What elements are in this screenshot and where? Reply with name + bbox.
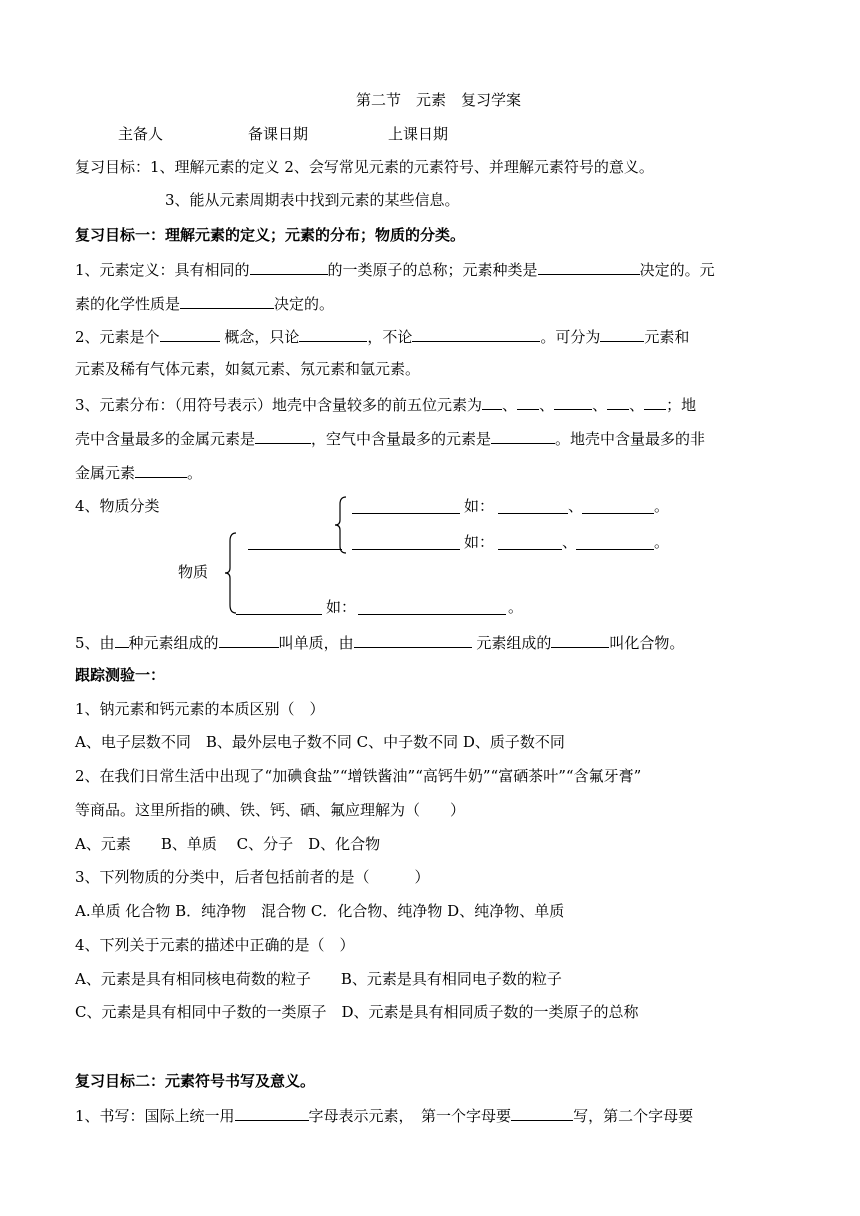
q2-line1 <box>75 326 689 347</box>
quiz-line-3: 2、在我们日常生活中出现了“加碘食盐”“增铁酱油”“高钙牛奶”“富硒茶叶”“含氟牙膏” <box>75 767 642 785</box>
meta-preparer: 主备人 <box>118 125 164 143</box>
quiz-line-9: A、元素是具有相同核电荷数的粒子 B、元素是具有相同电子数的粒子 <box>75 970 562 988</box>
q3-blank-5[interactable] <box>644 394 666 410</box>
quiz-line-1: 1、钠元素和钙元素的本质区别（ ） <box>75 700 325 718</box>
q3-text-a: 3、元素分布：（用符号表示）地壳中含量较多的前五位元素为 <box>75 396 483 414</box>
example-label-1: 如： <box>464 497 495 515</box>
example-end-3: 。 <box>508 598 524 616</box>
q5-blank-2[interactable] <box>219 632 279 648</box>
q1-text-b: 的一类原子的总称；元素种类是 <box>327 261 538 279</box>
q3-blank-4[interactable] <box>607 394 629 410</box>
q3-text-b: 壳中含量最多的金属元素是 <box>75 430 256 448</box>
s2-q1-blank-1[interactable] <box>235 1105 309 1121</box>
q2-blank-1[interactable] <box>160 326 220 342</box>
q2-blank-3[interactable] <box>412 326 540 342</box>
example-sep-2: 、 <box>562 533 578 551</box>
example-end-2: 。 <box>654 533 670 551</box>
example-label-2: 如： <box>464 533 495 551</box>
inner-brace <box>334 496 348 554</box>
q5-text-a: 5、由 <box>75 634 115 652</box>
page-title: 第二节 元素 复习学案 <box>356 91 522 109</box>
example-sep-1: 、 <box>568 497 584 515</box>
q4-root-matter: 物质 <box>178 563 209 581</box>
q3-sep-1: 、 <box>502 396 518 414</box>
q3-sep-2: 、 <box>539 396 555 414</box>
q5-text-b: 种元素组成的 <box>128 634 219 652</box>
outer-brace <box>224 532 238 614</box>
s2-q1-text-b: 字母表示元素， 第一个字母要 <box>308 1107 512 1125</box>
q3-blank-1[interactable] <box>482 394 502 410</box>
q1-line2 <box>75 293 334 314</box>
quiz-line-4: 等商品。这里所指的碘、铁、钙、硒、氟应理解为（ ） <box>75 801 466 819</box>
q5-text-d: 元素组成的 <box>476 634 552 652</box>
q5-line <box>75 632 684 653</box>
q2-text-a: 2、元素是个 <box>75 328 160 346</box>
class-blank-pure-2[interactable] <box>352 549 460 550</box>
quiz-heading: 跟踪测验一： <box>75 666 166 684</box>
q3-blank-6[interactable] <box>255 428 311 444</box>
quiz-line-8: 4、下列关于元素的描述中正确的是（ ） <box>75 936 355 954</box>
q5-text-c: 叫单质，由 <box>278 634 354 652</box>
q5-text-e: 叫化合物。 <box>609 634 685 652</box>
q3-sep-3: 、 <box>592 396 608 414</box>
q5-blank-3[interactable] <box>354 632 472 648</box>
q2-blank-4[interactable] <box>600 326 644 342</box>
example-end-1: 。 <box>654 497 670 515</box>
q1-text-d: 素的化学性质是 <box>75 295 181 313</box>
q4-label: 4、物质分类 <box>75 497 160 515</box>
q3-text-f: 。 <box>187 464 203 482</box>
q2-text-c: ，不论 <box>367 328 413 346</box>
q1-blank-3[interactable] <box>180 293 274 309</box>
q3-line1 <box>75 394 696 415</box>
example-blank-3[interactable] <box>358 614 506 615</box>
quiz-line-6: 3、下列物质的分类中，后者包括前者的是（ ） <box>75 868 430 886</box>
q1-line1 <box>75 259 715 280</box>
q3-line2 <box>75 428 705 449</box>
section1-heading: 复习目标一：理解元素的定义；元素的分布；物质的分类。 <box>75 226 466 244</box>
example-blank-2b[interactable] <box>576 549 654 550</box>
review-goals-line1: 复习目标：1、理解元素的定义 2、会写常见元素的元素符号、并理解元素符号的意义。 <box>75 158 654 176</box>
q1-blank-1[interactable] <box>250 259 328 275</box>
quiz-line-7: A.单质 化合物 B．纯净物 混合物 C．化合物、纯净物 D、纯净物、单质 <box>75 902 565 920</box>
s2-q1-text-c: 写，第二个字母要 <box>573 1107 694 1125</box>
q1-text-c: 决定的。元 <box>639 261 715 279</box>
q2-text-e: 元素和 <box>644 328 690 346</box>
q3-text-c: ，空气中含量最多的元素是 <box>311 430 492 448</box>
example-blank-2a[interactable] <box>498 549 562 550</box>
q3-text-d: 。地壳中含量最多的非 <box>555 430 706 448</box>
q2-text-d: 。可分为 <box>540 328 601 346</box>
q3-sep-4: 、 <box>629 396 645 414</box>
quiz-line-2: A、电子层数不同 B、最外层电子数不同 C、中子数不同 D、质子数不同 <box>75 733 565 751</box>
quiz-line-10: C、元素是具有相同中子数的一类原子 D、元素是具有相同质子数的一类原子的总称 <box>75 1003 639 1021</box>
example-blank-1b[interactable] <box>582 513 654 514</box>
q3-text-e: 金属元素 <box>75 464 136 482</box>
q3-blank-8[interactable] <box>135 462 187 478</box>
class-blank-pure[interactable] <box>248 549 342 550</box>
q3-blank-3[interactable] <box>554 394 592 410</box>
section2-heading: 复习目标二：元素符号书写及意义。 <box>75 1072 316 1090</box>
meta-prep-date: 备课日期 <box>248 125 309 143</box>
example-label-3: 如： <box>326 598 357 616</box>
q3-line3 <box>75 462 202 483</box>
q5-blank-1[interactable] <box>115 632 129 648</box>
q5-blank-4[interactable] <box>551 632 609 648</box>
quiz-line-5: A、元素 B、单质 C、分子 D、化合物 <box>75 835 381 853</box>
q2-blank-2[interactable] <box>299 326 367 342</box>
q3-blank-7[interactable] <box>491 428 555 444</box>
q1-blank-2[interactable] <box>538 259 640 275</box>
s2-q1-text-a: 1、书写：国际上统一用 <box>75 1107 235 1125</box>
q1-text-a: 1、元素定义：具有相同的 <box>75 261 250 279</box>
q3-blank-2[interactable] <box>517 394 539 410</box>
q2-line2: 元素及稀有气体元素，如氦元素、氖元素和氩元素。 <box>75 360 421 378</box>
class-blank-mixture[interactable] <box>236 614 322 615</box>
example-blank-1a[interactable] <box>498 513 568 514</box>
class-blank-pure-1[interactable] <box>352 513 460 514</box>
q1-text-e: 决定的。 <box>274 295 335 313</box>
s2-q1-line <box>75 1105 693 1126</box>
q3-text-end: ；地 <box>666 396 697 414</box>
s2-q1-blank-2[interactable] <box>511 1105 573 1121</box>
review-goals-line2: 3、能从元素周期表中找到元素的某些信息。 <box>165 191 460 209</box>
meta-class-date: 上课日期 <box>388 125 449 143</box>
q2-text-b: 概念，只论 <box>224 328 300 346</box>
